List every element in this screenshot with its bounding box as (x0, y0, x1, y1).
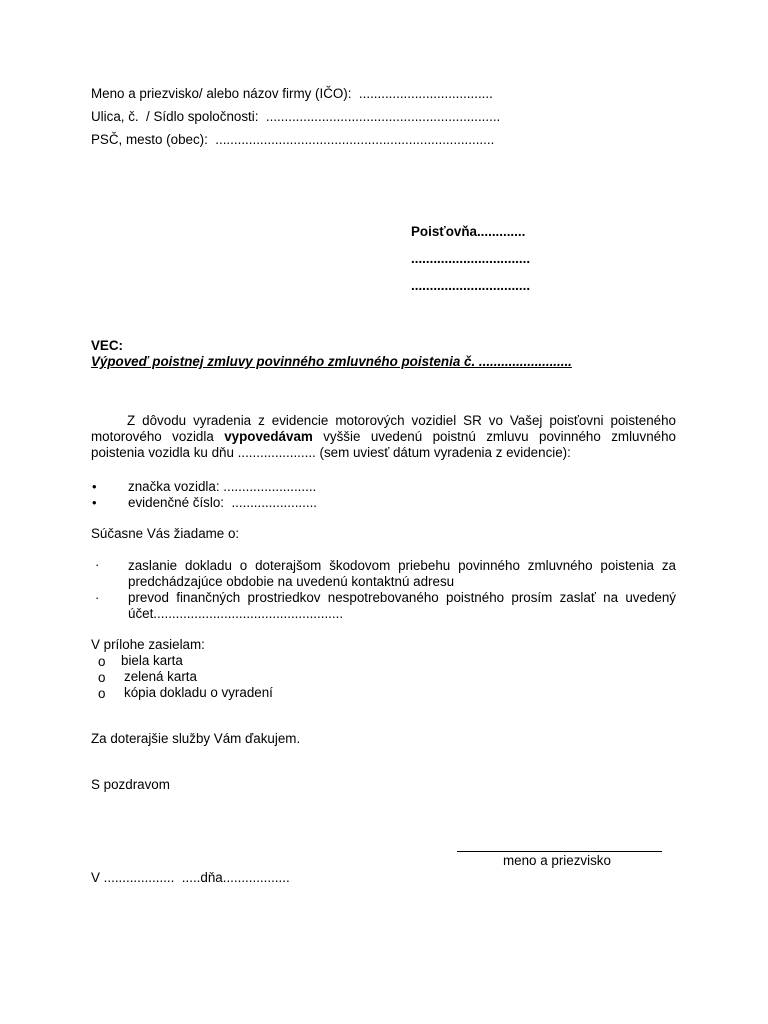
intro-paragraph (91, 413, 676, 461)
recipient-address-line-2: ................................ (411, 278, 531, 293)
request-intro: Súčasne Vás žiadame o: (91, 526, 240, 541)
dot-bullet-icon: · (95, 557, 100, 572)
attachment-item: zelená karta (124, 669, 197, 684)
signature-line (457, 851, 662, 852)
place-date-line: V ................... .....dňa.................. (91, 870, 290, 885)
thanks-line: Za doterajšie služby Vám ďakujem. (91, 731, 301, 746)
closing-line: S pozdravom (91, 777, 170, 792)
intro-text-emphasis: vypovedávam (224, 429, 313, 444)
subject-title: Výpoveď poistnej zmluvy povinného zmluvného poistenia č. ......................... (91, 354, 572, 369)
circle-bullet-icon: o (98, 670, 106, 685)
attachment-item: biela karta (121, 653, 183, 668)
sender-city-line: PSČ, mesto (obec): ........................................................................... (91, 132, 495, 147)
vehicle-plate-item: evidenčné číslo: ....................... (128, 495, 318, 510)
vehicle-brand-item: značka vozidla: ......................... (128, 479, 317, 494)
request-item-claims-history: zaslanie dokladu o doterajšom škodovom priebehu povinného zmluvného poistenia za predchádzajúce obdobie na uvedenú kontaktnú adresu (128, 558, 676, 589)
recipient-address-line-1: ................................ (411, 251, 531, 266)
disc-bullet-icon: • (92, 479, 97, 494)
circle-bullet-icon: o (98, 654, 106, 669)
signature-label: meno a priezvisko (503, 853, 611, 868)
disc-bullet-icon: • (92, 495, 97, 510)
request-item-refund: prevod finančných prostriedkov nespotrebovaného poistného prosím zaslať na uvedený účet................................................... (128, 590, 676, 621)
intro-text-start: Z dôvodu vyradenia z evidencie motorových vozidiel SR vo Vašej poisťovni poisteného motorového vozidla (91, 413, 676, 444)
intro-text-end: vyššie uvedenú poistnú zmluvu povinného zmluvného poistenia vozidla ku dňu ..................... (sem uviesť dátum vyradenia z evidencie): (91, 429, 676, 460)
attachments-intro: V prílohe zasielam: (91, 637, 205, 652)
sender-name-line: Meno a priezvisko/ alebo názov firmy (IČO): .................................... (91, 86, 493, 101)
subject-label: VEC: (91, 338, 123, 353)
attachment-item: kópia dokladu o vyradení (124, 685, 273, 700)
dot-bullet-icon: · (95, 590, 100, 605)
circle-bullet-icon: o (98, 686, 106, 701)
sender-street-line: Ulica, č. / Sídlo spoločnosti: ............................................................... (91, 109, 501, 124)
recipient-insurer-line: Poisťovňa............. (411, 224, 526, 239)
